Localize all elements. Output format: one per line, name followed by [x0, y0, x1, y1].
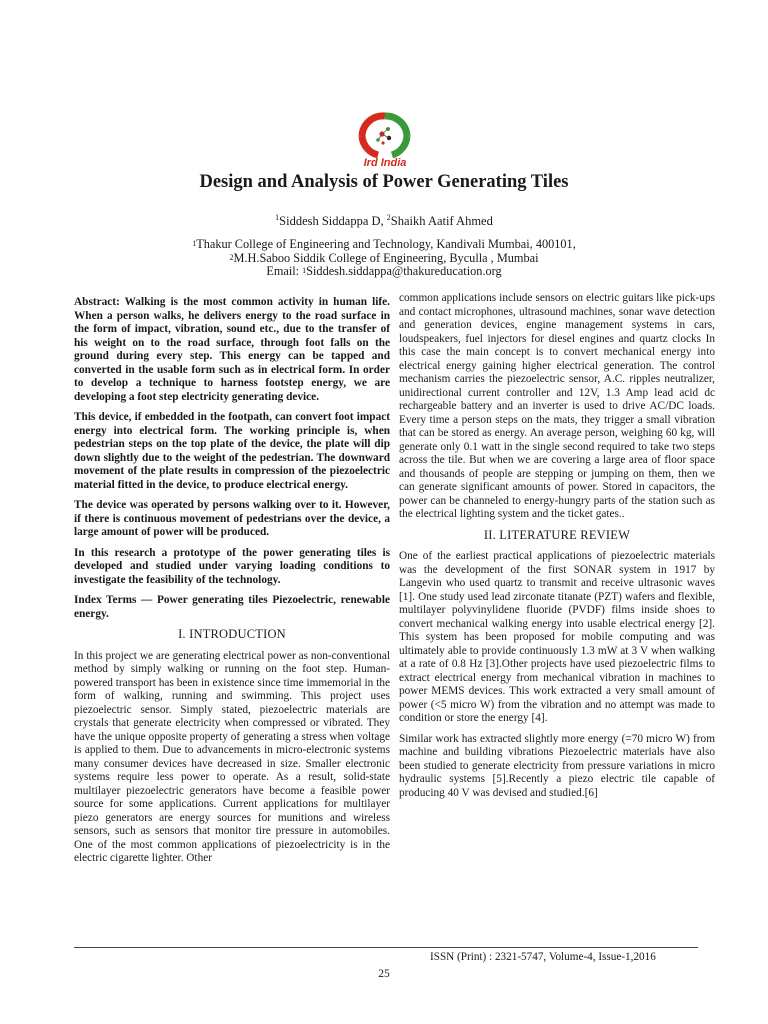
author-1: Siddesh Siddappa D, [279, 214, 387, 228]
paper-title: Design and Analysis of Power Generating Tiles [199, 172, 569, 192]
right-column [399, 292, 715, 807]
literature-paragraph-2: Similar work has extracted slightly more energy (=70 micro W) from machine and building vibrations Piezoelectric materials have also been studied to generate electricity from pressure variations in micro hydraulic systems [5].Recently a piezo electric tile capable of producing 40 V was devised and studied.[6] [399, 732, 715, 799]
logo-text: Ird India [363, 157, 407, 168]
authors: $^1$Siddesh Siddappa D, $^2$Shaikh Aatif Ahmed [275, 213, 493, 228]
affiliation-1: $^1$Thakur College of Engineering and Technology, Kandivali Mumbai, 400101, [192, 237, 576, 251]
introduction-continued: common applications include sensors on electric guitars like pick-ups and contact microphones, ultrasound machines, sonar wave detection and generation devices, engine management systems in cars, loudspeakers, fuel injectors for diesel engines and quartz clocks In this case the main concept is to convert mechanical energy into electrical energy gaining higher electrical generation. The control mechanism carries the piezoelectric sensor, A.C. ripples neutralizer, unidirectional current controller and 12V, 1.3 Amp lead acid dc rechargeable battery and an inverter is used to drive AC/DC loads. Every time a person steps on the mats, they trigger a small vibration that can be stored as energy. An average person, weighing 60 kg, will generate only 0.1 watt in the single second required to take two steps across the tile. But when we are covering a large area of floor space and thousands of people are stepping or jumping on them, then we can generate significant amounts of power. Stored in capacitors, the power can be channeled to energy-hungry parts of the station such as the electrical lighting system and the ticket gates.. [399, 292, 715, 520]
affiliation-2: $^2$M.H.Saboo Siddik College of Engineering, Byculla , Mumbai [229, 250, 539, 265]
index-terms: Index Terms — Power generating tiles Piezoelectric, renewable energy. [74, 594, 390, 620]
abstract-paragraph-1: Abstract: Walking is the most common activity in human life. When a person walks, he delivers energy to the road surface in the form of impact, vibration, sound etc., due to the transfer of his weight on to the road surface, through foot falls on the ground during every step. This energy can be tapped and converted in the usable form such as in electrical form. In order to develop a technique to harness footstep energy, we are developing a foot step electricity generating device. [74, 296, 390, 403]
author-email: Email: $^1$Siddesh.siddappa@thakureducation.org [266, 264, 502, 278]
issn-footer: ISSN (Print) : 2321-5747, Volume-4, Issue-1,2016 [430, 951, 656, 963]
abstract-paragraph-3: The device was operated by persons walking over to it. However, if there is continuous movement of pedestrians over the device, a large amount of power will be produced. [74, 499, 390, 538]
left-column [74, 296, 390, 873]
literature-review-heading: II. LITERATURE REVIEW [483, 527, 631, 542]
footer-divider [74, 947, 698, 948]
introduction-text: In this project we are generating electrical power as non-conventional method by simply walking or running on the foot step. Human-powered transport has been in existence since time immemorial in the form of walking, running and swimming. This project uses piezoelectric sensor. Simply stated, piezoelectric materials are crystals that generate electricity when compressed or vibrated. They have the unique opposite property of generating a stress when voltage is applied to them. Due to advancements in micro-electronic systems many consumer devices have decreased in size. Smaller electronic systems require less power to operate. As a result, solid-state multilayer piezoelectric generators have become a feasible power source for some applications. Current applications for multilayer piezo generators are energy sources for munitions and wireless sensors, such as sensors that monitor tire pressure in automobiles. One of the most common applications of piezoelectricity is in the electric cigarette lighter. Other [74, 649, 390, 864]
introduction-heading: I. INTRODUCTION [178, 627, 286, 641]
abstract-paragraph-4: In this research a prototype of the power generating tiles is developed and studied under varying loading conditions to investigate the feasibility of the technology. [74, 546, 390, 586]
author-2: Shaikh Aatif Ahmed [390, 214, 493, 228]
abstract-paragraph-2: This device, if embedded in the footpath, can convert foot impact energy into electrical form. The working principle is, when pedestrian steps on the top plate of the device, the plate will dip down slightly due to the weight of the pedestrian. The downward movement of the plate results in compression of the piezoelectric material fitted in the device, to produce electrical energy. [74, 411, 390, 491]
affiliations [0, 238, 768, 279]
ird-india-logo [352, 112, 418, 168]
page-number: 25 [378, 968, 390, 980]
literature-paragraph-1: One of the earliest practical applications of piezoelectric materials was the development of the first SONAR system in 1917 by Langevin who used quartz to transmit and receive ultrasonic waves [1]. One study used lead zirconate titanate (PZT) wafers and flexible, multilayer polyvinylidene fluoride (PVDF) films inside shoes to convert mechanical walking energy into usable electrical energy [2]. This system has been proposed for mobile computing and was ultimately able to provide continuously 1.3 mW at 3 V when walking at a rate of 0.8 Hz [3].Other projects have used piezoelectric films to extract electrical energy from mechanical vibration in machines to power MEMS devices. This work extracted a very small amount of power (<5 micro W) from the vibration and no attempt was made to condition or store the energy [4]. [399, 550, 715, 724]
